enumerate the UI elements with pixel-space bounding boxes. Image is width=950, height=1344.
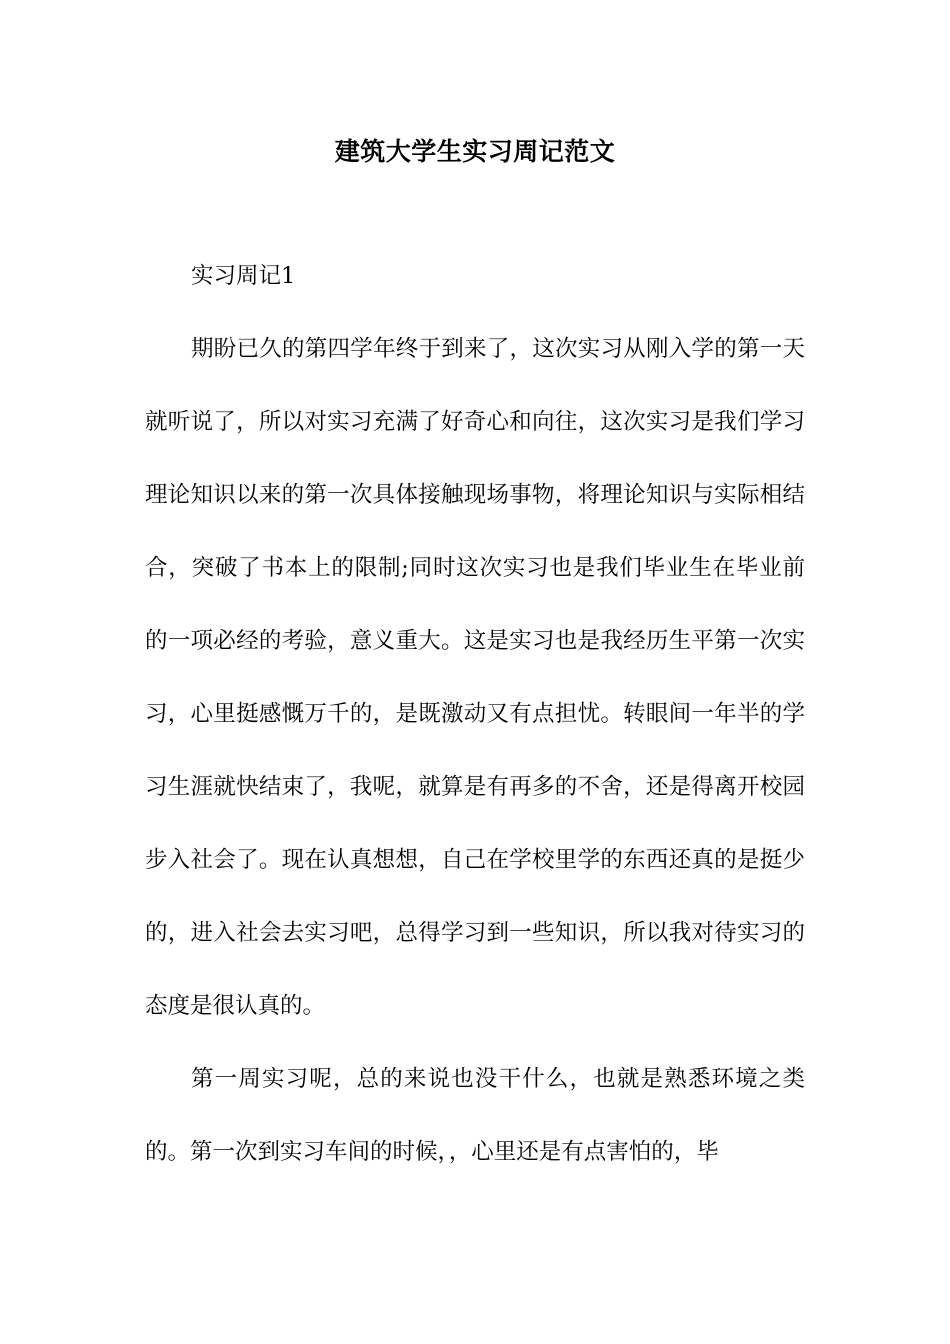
section-heading: 实习周记1 (191, 263, 296, 289)
paragraph-2: 第一周实习呢，总的来说也没干什么，也就是熟悉环境之类的。第一次到实习车间的时候，，心里还是有点害怕的，毕 (145, 1066, 805, 1165)
document-body (145, 240, 805, 1189)
paragraph-1: 期盼已久的第四学年终于到来了，这次实习从刚入学的第一天就听说了，所以对实习充满了好奇心和向往，这次实习是我们学习理论知识以来的第一次具体接触现场事物，将理论知识与实际相结合，突破了书本上的限制;同时这次实习也是我们毕业生在毕业前的一项必经的考验，意义重大。这是实习也是我经历生平第一次实习，心里挺感慨万千的，是既激动又有点担忧。转眼间一年半的学习生涯就快结束了，我呢，就算是有再多的不舍，还是得离开校园步入社会了。现在认真想想，自己在学校里学的东西还真的是挺少的，进入社会去实习吧，总得学习到一些知识，所以我对待实习的态度是很认真的。 (145, 336, 805, 1019)
document-title: 建筑大学生实习周记范文 (334, 137, 616, 166)
